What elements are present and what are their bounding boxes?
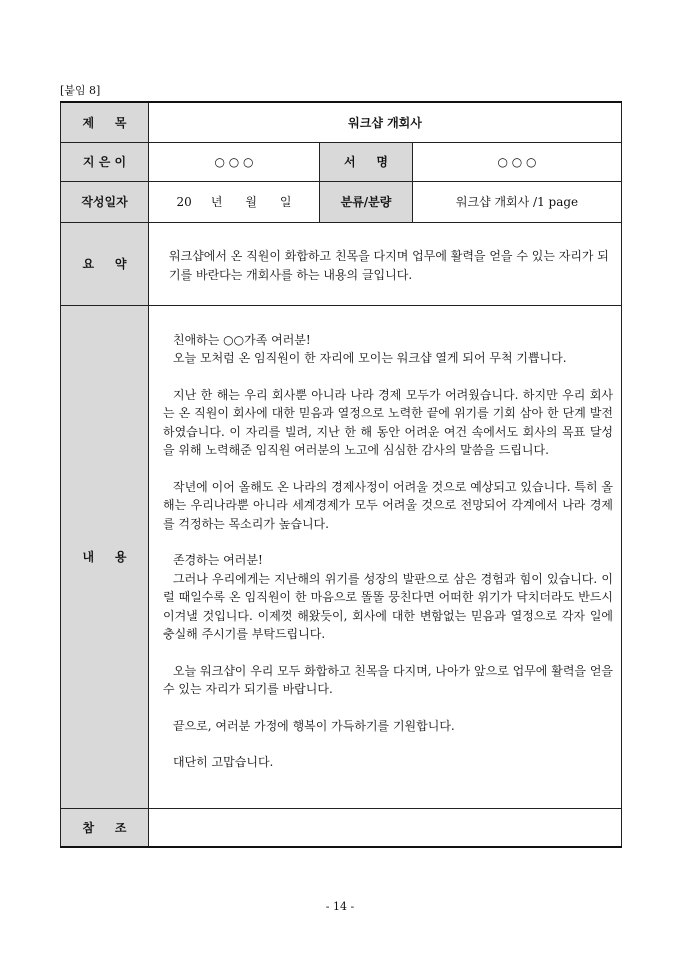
page-number: - 14 -: [325, 900, 355, 913]
content-paragraph: 그러나 우리에게는 지난해의 위기를 성장의 발판으로 삼은 경험과 힘이 있습니다. 이럴 때일수록 온 임직원이 한 마음으로 똘똘 뭉친다면 어떠한 위기가 닥치더라도 반드시 이겨낼 것입니다. 이제껏 해왔듯이, 회사에 대한 변함없는 믿음과 열정으로 각자 일에 충실해 주시기를 부탁드립니다.: [163, 571, 614, 641]
content-paragraph: 대단히 고맙습니다.: [173, 755, 274, 769]
title-label: 제 목: [61, 102, 149, 142]
author-value: ○ ○ ○: [149, 142, 320, 181]
content-paragraph: 존경하는 여러분!: [173, 553, 263, 567]
content-paragraph: 오늘 워크샵이 우리 모두 화합하고 친목을 다지며, 나아가 앞으로 업무에 활력을 얻을 수 있는 자리가 되기를 바랍니다.: [163, 663, 614, 696]
content-body: [149, 305, 622, 808]
date-value: 20 년 월 일: [149, 181, 320, 222]
content-paragraph: 지난 한 해는 우리 회사뿐 아니라 나라 경제 모두가 어려웠습니다. 하지만 우리 회사는 온 직원이 회사에 대한 믿음과 열정으로 노력한 끝에 위기를 기회 삼아 한 단계 발전하였습니다. 이 자리를 빌려, 지난 한 해 동안 어려운 여건 속에서도 회사의 목표 달성을 위해 노력해준 임직원 여러분의 노고에 심심한 감사의 말씀을 드립니다.: [163, 387, 614, 457]
summary-label: 요 약: [61, 222, 149, 305]
content-paragraph: 끝으로, 여러분 가정에 행복이 가득하기를 기원합니다.: [173, 718, 455, 733]
reference-label: 참 조: [61, 808, 149, 847]
signature-label: 서 명: [320, 142, 413, 181]
author-label: 지 은 이: [61, 142, 149, 181]
document-form-table: [60, 101, 622, 848]
category-label: 분류/분량: [320, 181, 413, 222]
attachment-label: [붙임 8]: [60, 84, 101, 97]
summary-text: 워크샵에서 온 직원이 화합하고 친목을 다지며 업무에 활력을 얻을 수 있는 자리가 되기를 바란다는 개회사를 하는 내용의 글입니다.: [149, 222, 622, 305]
content-label: 내 용: [61, 305, 149, 808]
content-paragraph: 오늘 모처럼 온 임직원이 한 자리에 모이는 워크샵 열게 되어 무척 기쁩니다.: [173, 351, 567, 365]
document-title: 워크샵 개회사: [149, 102, 622, 142]
reference-value: [149, 808, 622, 847]
content-paragraph: 작년에 이어 올해도 온 나라의 경제사정이 어려울 것으로 예상되고 있습니다. 특히 올해는 우리나라뿐 아니라 세계경제가 모두 어려울 것으로 전망되어 각계에서 나라 경제를 걱정하는 목소리가 높습니다.: [163, 479, 614, 531]
date-label: 작성일자: [61, 181, 149, 222]
content-paragraph: 친애하는 ○○가족 여러분!: [173, 332, 311, 347]
signature-value: ○ ○ ○: [413, 142, 622, 181]
category-value: 워크샵 개회사 /1 page: [413, 181, 622, 222]
